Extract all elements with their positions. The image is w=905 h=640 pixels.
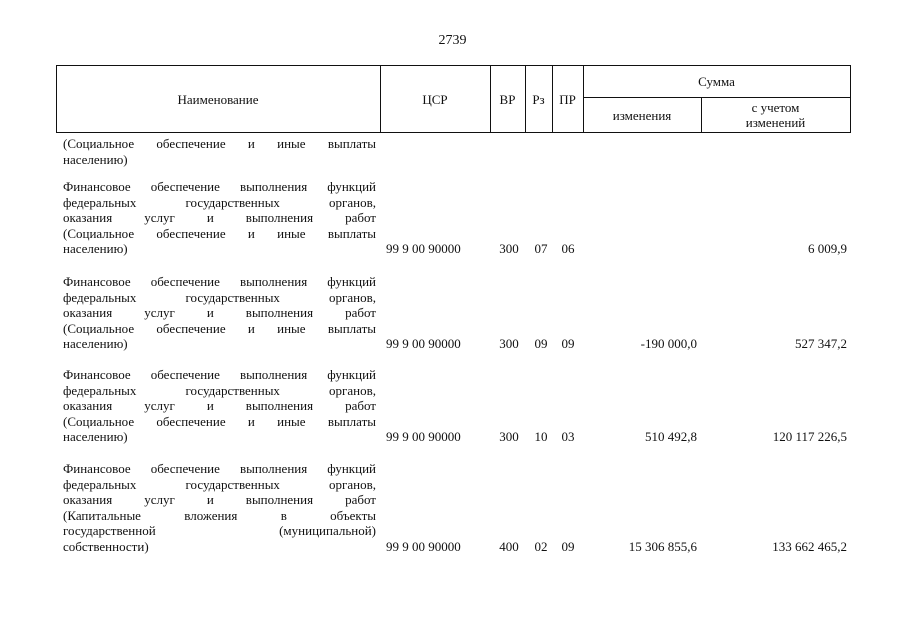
header-name: Наименование [177,91,259,107]
row-name-line: (Капитальные вложения в объекты [63,507,376,523]
row-name-line: Финансовое обеспечение выполнения функций [63,274,376,289]
header-with-changes-line2: изменений [745,115,806,130]
row-name-line: оказания услуг и выполнения работ [63,398,376,413]
header-vr: ВР [499,91,516,107]
row-pr: 06 [561,241,575,256]
row-name-line: населению) [63,336,128,351]
row-pr: 09 [561,336,575,351]
header-pr: ПР [559,91,576,107]
row-vr: 300 [499,241,519,256]
row-rz: 02 [534,539,548,554]
header-sum: Сумма [698,73,735,89]
row-vr: 300 [499,429,519,444]
row-name [63,274,376,352]
row-name-line: федеральных государственных органов, [63,194,376,210]
header-changes: изменения [612,107,672,123]
row-change: 510 492,8 [645,429,697,444]
header-rz: Рз [532,91,545,107]
row-name-line: (Социальное обеспечение и иные выплаты [63,413,376,429]
row-name-line: федеральных государственных органов, [63,289,376,305]
row-name-line: населению) [63,241,128,256]
table-header [56,65,851,133]
header-right-border [850,65,851,133]
row-name-line: Финансовое обеспечение выполнения функций [63,461,376,476]
header-csr: ЦСР [422,91,448,107]
row-pr: 03 [561,429,575,444]
row-total: 133 662 465,2 [772,539,847,554]
row-name-line: оказания услуг и выполнения работ [63,305,376,320]
row-total: 120 117 226,5 [772,429,847,444]
row-name-line: населению) [63,151,128,167]
row-rz: 09 [534,336,548,351]
row-change: 15 306 855,6 [628,539,697,554]
row-name [63,136,376,167]
row-name-line: Финансовое обеспечение выполнения функций [63,179,376,194]
row-name [63,367,376,445]
row-name-line: оказания услуг и выполнения работ [63,492,376,507]
row-name-line: (Социальное обеспечение и иные выплаты [63,136,376,151]
row-name-line: оказания услуг и выполнения работ [63,210,376,225]
row-vr: 400 [499,539,519,554]
row-name-line: федеральных государственных органов, [63,476,376,492]
row-name-line: собственности) [63,538,149,554]
row-name-line: (Социальное обеспечение и иные выплаты [63,225,376,241]
row-csr: 99 9 00 90000 [386,429,461,444]
page-number: 2739 [438,33,467,48]
row-name [63,461,376,554]
row-rz: 10 [534,429,548,444]
header-with-changes [701,97,850,133]
row-pr: 09 [561,539,575,554]
row-rz: 07 [534,241,548,256]
row-csr: 99 9 00 90000 [386,241,461,256]
row-name-line: Финансовое обеспечение выполнения функций [63,367,376,382]
row-name [63,179,376,257]
row-csr: 99 9 00 90000 [386,336,461,351]
row-name-line: населению) [63,429,128,444]
row-name-line: федеральных государственных органов, [63,382,376,398]
row-name-line: государственной (муниципальной) [63,523,376,538]
row-name-line: (Социальное обеспечение и иные выплаты [63,320,376,336]
row-change: -190 000,0 [640,336,697,351]
header-with-changes-line1: с учетом [751,100,800,115]
row-vr: 300 [499,336,519,351]
row-total: 527 347,2 [795,336,847,351]
row-total: 6 009,9 [808,241,847,256]
row-csr: 99 9 00 90000 [386,539,461,554]
